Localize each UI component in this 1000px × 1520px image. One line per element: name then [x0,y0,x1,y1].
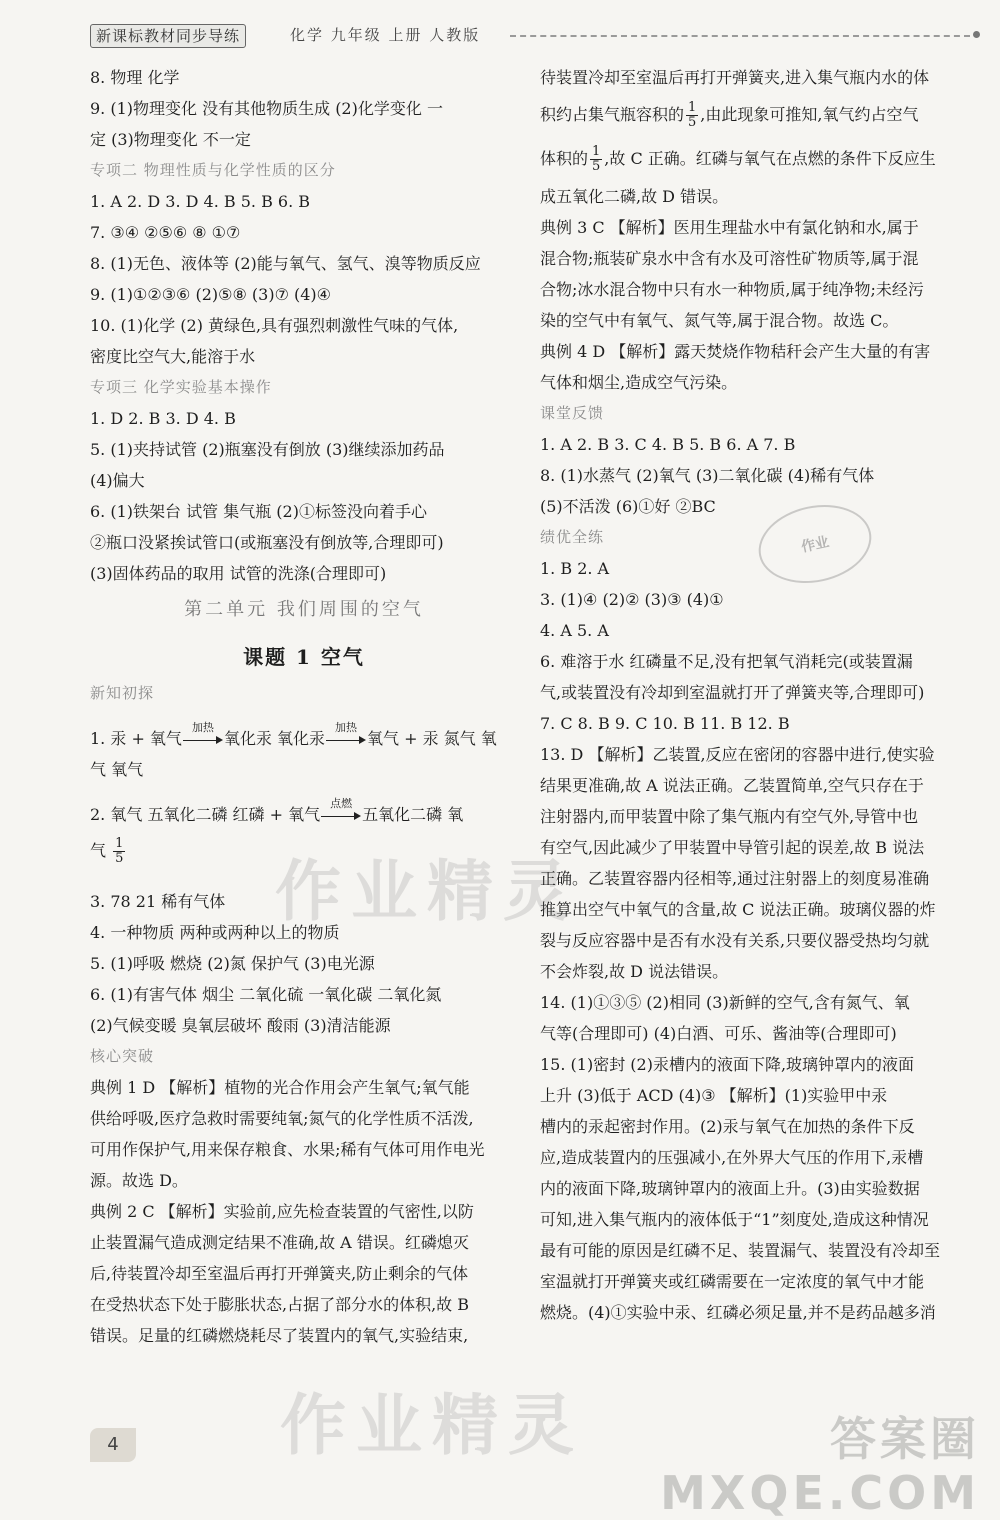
fraction-numerator: 1 [688,100,697,115]
answer-line: 混合物;瓶装矿泉水中含有水及可溶性矿物质等,属于混 [540,249,919,268]
answer-line: 1. D 2. B 3. D 4. B [90,409,236,428]
answer-line: 最有可能的原因是红磷不足、装置漏气、装置没有冷却至 [540,1241,941,1260]
answer-line: 室温就打开弹簧夹或红磷需要在一定浓度的氧气中才能 [540,1272,925,1291]
answer-line: 6. (1)有害气体 烟尘 二氧化硫 一氧化碳 二氧化氮 [90,985,442,1004]
header-dot-icon [973,31,980,38]
answer-line: 7. C 8. B 9. C 10. B 11. B 12. B [540,714,790,733]
answer-line: 成五氧化二磷,故 D 错误。 [540,187,729,206]
reaction-arrow-icon [183,720,223,747]
reaction-condition: 加热 [335,720,358,734]
answer-line: 源。故选 D。 [90,1171,188,1190]
answer-line: 8. (1)无色、液体等 (2)能与氧气、氢气、溴等物质反应 [90,254,481,273]
answer-line: 1. A 2. B 3. C 4. B 5. B 6. A 7. B [540,435,796,454]
answer-line: 推算出空气中氧气的含量,故 C 说法正确。玻璃仪器的炸 [540,900,936,919]
section-heading: 专项二 物理性质与化学性质的区分 [90,161,336,179]
section-heading: 课堂反馈 [540,404,605,422]
section-heading: 专项三 化学实验基本操作 [90,378,272,396]
page-header [90,24,980,48]
answer-line: 4. 一种物质 两种或两种以上的物质 [90,923,340,942]
equation-text: 氧化汞 氧化汞 [223,729,326,748]
site-logo: 答案圈 MXQE.COM [660,1412,980,1520]
answer-line: 7. ③④ ②⑤⑥ ⑧ ①⑦ [90,223,241,242]
fraction-denominator: 5 [115,851,124,866]
unit-title: 第二单元 我们周围的空气 [184,599,424,620]
answer-line: 在受热状态下处于膨胀状态,占据了部分水的体积,故 B [90,1295,470,1314]
answer-line: 1. A 2. D 3. D 4. B 5. B 6. B [90,192,311,211]
answer-line: 注射器内,而甲装置中除了集气瓶内有空气外,导管中也 [540,807,919,826]
right-column [540,62,960,1328]
answer-line: 结果更准确,故 A 说法正确。乙装置简单,空气只存在于 [540,776,924,795]
answer-line: 8. 物理 化学 [90,68,180,87]
fraction-denominator: 5 [592,159,601,174]
answer-line: 不会炸裂,故 D 说法错误。 [540,962,729,981]
answer-line: 典例 4 D 【解析】露天焚烧作物秸秆会产生大量的有害 [540,342,931,361]
answer-line: 合物;冰水混合物中只有水一种物质,属于纯净物;未经污 [540,280,924,299]
answer-line: 正确。乙装置容器内径相等,通过注射器上的刻度易准确 [540,869,930,888]
reaction-condition: 加热 [191,720,214,734]
stamp-icon: 作业 [751,495,878,593]
page-number: 4 [90,1428,136,1462]
answer-line: 应,造成装置内的压强减小,在外界大气压的作用下,汞槽 [540,1148,924,1167]
answer-line: 染的空气中有氧气、氮气等,属于混合物。故选 C。 [540,311,899,330]
answer-line: 定 (3)物理变化 不一定 [90,130,251,149]
equation-text: 2. 氧气 五氧化二磷 红磷 + 氧气 [90,805,321,824]
answer-text: ,由此现象可推知,氧气约占空气 [700,105,919,124]
answer-line: 气,或装置没有冷却到室温就打开了弹簧夹等,合理即可) [540,683,925,702]
lesson-title: 课题 1 空气 [243,645,365,669]
subject-info: 化学 九年级 上册 人教版 [290,26,481,44]
reaction-arrow-icon [321,796,361,823]
reaction-condition: 点燃 [330,796,353,810]
answer-line: (5)不活泼 (6)①好 ②BC [540,497,716,516]
answer-line: 内的液面下降,玻璃钟罩内的液面上升。(3)由实验数据 [540,1179,920,1198]
equation-line [90,720,518,754]
equation-text: 氧气 + 汞 氮气 氧 [367,729,497,748]
answer-line: 典例 2 C 【解析】实验前,应先检查装置的气密性,以防 [90,1202,474,1221]
answer-line: 燃烧。(4)①实验中汞、红磷必须足量,并不是药品越多消 [540,1303,936,1322]
answer-text: 气 [90,841,107,860]
watermark: 作业精灵 [280,1386,584,1464]
answer-line: 1. B 2. A [540,559,610,578]
answer-line: 8. (1)水蒸气 (2)氧气 (3)二氧化碳 (4)稀有气体 [540,466,875,485]
answer-line: 14. (1)①③⑤ (2)相同 (3)新鲜的空气,含有氮气、氧 [540,993,910,1012]
answer-text: ,故 C 正确。红磷与氧气在点燃的条件下反应生 [604,149,936,168]
answer-line: 15. (1)密封 (2)汞槽内的液面下降,玻璃钟罩内的液面 [540,1055,915,1074]
answer-line: 13. D 【解析】乙装置,反应在密闭的容器中进行,使实验 [540,745,935,764]
reaction-arrow-icon [326,720,366,747]
answer-line: 有空气,因此减少了甲装置中导管引起的误差,故 B 说法 [540,838,925,857]
fraction-numerator: 1 [115,836,124,851]
answer-line: 可用作保护气,用来保存粮食、水果;稀有气体可用作电光 [90,1140,485,1159]
answer-line: (4)偏大 [90,471,145,490]
equation-text: 五氧化二磷 氧 [362,805,464,824]
answer-line: 4. A 5. A [540,621,609,640]
fraction [113,837,125,866]
watermark: 作业精灵 [275,852,579,930]
fraction [590,145,602,174]
answer-line: 供给呼吸,医疗急救时需要纯氧;氮气的化学性质不活泼, [90,1109,474,1128]
answer-line: 9. (1)①②③⑥ (2)⑤⑧ (3)⑦ (4)④ [90,285,332,304]
answer-line [90,830,518,872]
section-heading: 绩优全练 [540,528,605,546]
answer-line: 9. (1)物理变化 没有其他物质生成 (2)化学变化 一 [90,99,443,118]
fraction-numerator: 1 [592,144,601,159]
answer-line: 6. 难溶于水 红磷量不足,没有把氧气消耗完(或装置漏 [540,652,913,671]
fraction-denominator: 5 [688,115,697,130]
answer-line [540,137,960,181]
answer-text: 积约占集气瓶容积的 [540,105,685,124]
header-divider [510,35,970,37]
answer-line: 5. (1)呼吸 燃烧 (2)氮 保护气 (3)电光源 [90,954,375,973]
answer-line: 槽内的汞起密封作用。(2)汞与氧气在加热的条件下反 [540,1117,915,1136]
answer-line: 待装置冷却至室温后再打开弹簧夹,进入集气瓶内水的体 [540,68,930,87]
answer-line: 典例 1 D 【解析】植物的光合作用会产生氧气;氧气能 [90,1078,470,1097]
equation-text: 1. 汞 + 氧气 [90,729,182,748]
answer-line: 典例 3 C 【解析】医用生理盐水中有氯化钠和水,属于 [540,218,919,237]
series-title: 新课标教材同步导练 [90,24,246,48]
answer-line: 裂与反应容器中是否有水没有关系,只要仪器受热均匀就 [540,931,930,950]
answer-line [540,93,960,137]
answer-line: 气 氧气 [90,760,144,779]
answer-line: (2)气候变暖 臭氧层破坏 酸雨 (3)清洁能源 [90,1016,391,1035]
answer-line: 6. (1)铁架台 试管 集气瓶 (2)①标签没向着手心 [90,502,427,521]
answer-line: 密度比空气大,能溶于水 [90,347,256,366]
section-heading: 核心突破 [90,1047,155,1065]
answer-line: 10. (1)化学 (2) 黄绿色,具有强烈刺激性气味的气体, [90,316,459,335]
answer-line: (3)固体药品的取用 试管的洗涤(合理即可) [90,564,387,583]
left-column [90,62,518,1351]
answer-line: 后,待装置冷却至室温后再打开弹簧夹,防止剩余的气体 [90,1264,469,1283]
answer-line: 气体和烟尘,造成空气污染。 [540,373,738,392]
answer-line: 可知,进入集气瓶内的液体低于“1”刻度处,造成这种情况 [540,1210,929,1229]
answer-line: ②瓶口没紧挨试管口(或瓶塞没有倒放等,合理即可) [90,533,444,552]
answer-line: 5. (1)夹持试管 (2)瓶塞没有倒放 (3)继续添加药品 [90,440,445,459]
equation-line [90,796,518,830]
answer-text: 体积的 [540,149,589,168]
answer-line: 3. 78 21 稀有气体 [90,892,226,911]
answer-line: 错误。足量的红磷燃烧耗尽了装置内的氧气,实验结束, [90,1326,469,1345]
answer-line: 3. (1)④ (2)② (3)③ (4)① [540,590,724,609]
fraction [686,101,698,130]
answer-line: 止装置漏气造成测定结果不准确,故 A 错误。红磷熄灭 [90,1233,469,1252]
section-heading: 新知初探 [90,684,155,702]
answer-line: 上升 (3)低于 ACD (4)③ 【解析】(1)实验甲中汞 [540,1086,888,1105]
answer-line: 气等(合理即可) (4)白酒、可乐、酱油等(合理即可) [540,1024,897,1043]
